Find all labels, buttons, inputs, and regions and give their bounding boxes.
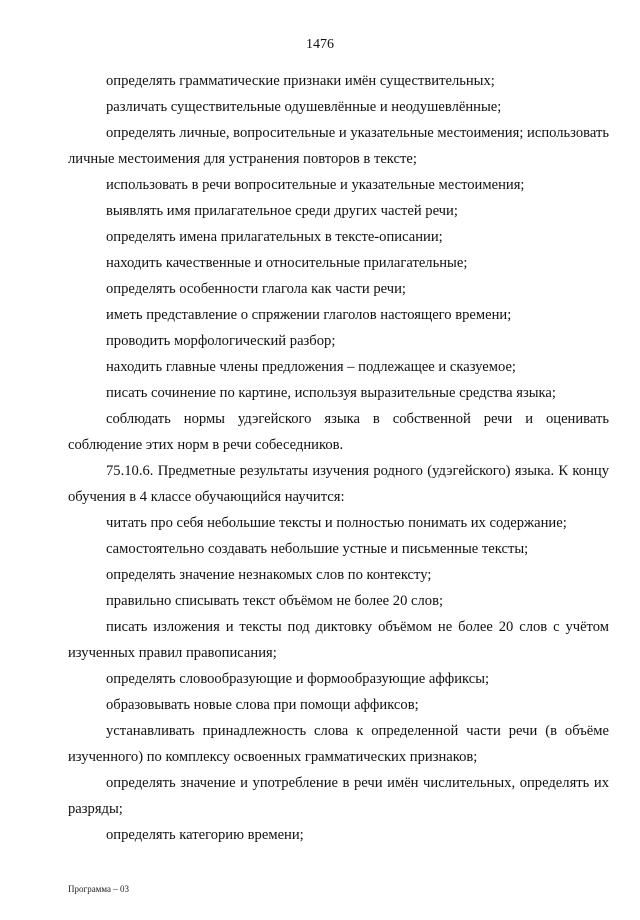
page-number: 1476 <box>306 37 334 52</box>
paragraph: определять значение и употребление в речи имён числительных, определять их разряды; <box>68 775 609 817</box>
paragraph: определять особенности глагола как части речи; <box>106 281 406 297</box>
paragraph: соблюдать нормы удэгейского языка в собственной речи и оценивать соблюдение этих норм в речи собеседников. <box>68 411 609 453</box>
paragraph: различать существительные одушевлённые и неодушевлённые; <box>106 99 502 115</box>
paragraph: правильно списывать текст объёмом не более 20 слов; <box>106 593 444 609</box>
paragraph: читать про себя небольшие тексты и полностью понимать их содержание; <box>106 515 567 531</box>
paragraph: определять личные, вопросительные и указательные местоимения; использовать личные местоимения для устранения повторов в тексте; <box>68 125 609 167</box>
paragraph: находить качественные и относительные прилагательные; <box>106 255 468 271</box>
paragraph: писать изложения и тексты под диктовку объёмом не более 20 слов с учётом изученных правил правописания; <box>68 619 609 661</box>
paragraph: определять имена прилагательных в тексте-описании; <box>106 229 443 245</box>
paragraph: самостоятельно создавать небольшие устные и письменные тексты; <box>106 541 529 557</box>
page-footer: Программа – 03 <box>68 884 130 894</box>
paragraph: образовывать новые слова при помощи аффиксов; <box>106 697 419 713</box>
paragraph: определять категорию времени; <box>106 827 304 843</box>
paragraph: определять грамматические признаки имён существительных; <box>106 73 495 89</box>
paragraph: находить главные члены предложения – подлежащее и сказуемое; <box>106 359 516 375</box>
paragraph: выявлять имя прилагательное среди других частей речи; <box>106 203 458 219</box>
paragraph: определять словообразующие и формообразующие аффиксы; <box>106 671 490 687</box>
paragraph: определять значение незнакомых слов по контексту; <box>106 567 432 583</box>
paragraph: проводить морфологический разбор; <box>106 333 336 349</box>
paragraph: использовать в речи вопросительные и указательные местоимения; <box>106 177 525 193</box>
paragraph: устанавливать принадлежность слова к определенной части речи (в объёме изученного) по комплексу освоенных грамматических признаков; <box>68 723 609 765</box>
paragraph: иметь представление о спряжении глаголов настоящего времени; <box>106 307 512 323</box>
section-heading-paragraph: 75.10.6. Предметные результаты изучения родного (удэгейского) языка. К концу обучения в 4 классе обучающийся научится: <box>68 463 609 505</box>
document-body <box>68 68 609 848</box>
paragraph: писать сочинение по картине, используя выразительные средства языка; <box>106 385 556 401</box>
